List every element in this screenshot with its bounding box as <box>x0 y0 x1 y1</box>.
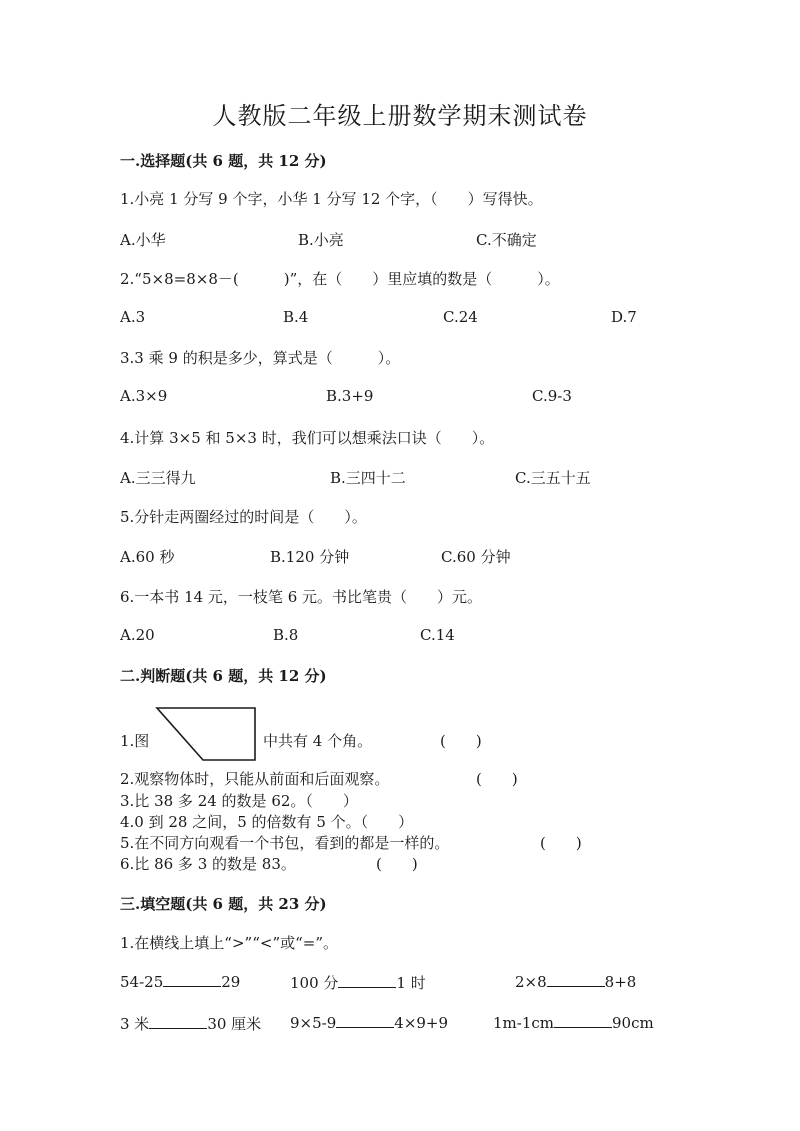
answer-paren: ( ) <box>376 855 418 873</box>
comparison-left: 100 分 <box>290 974 339 992</box>
fill-comparison <box>515 972 636 991</box>
judge-question-4: 4.0 到 28 之间，5 的倍数有 5 个。（ ） <box>120 813 414 831</box>
comparison-right: 90cm <box>612 1014 654 1032</box>
choice-option: B.120 分钟 <box>270 548 350 566</box>
page-title: 人教版二年级上册数学期末测试卷 <box>212 102 588 130</box>
choice-option: C.三五十五 <box>515 469 591 487</box>
fill-comparison <box>493 1013 654 1032</box>
choice-question-5: 5.分针走两圈经过的时间是（ ）。 <box>120 508 367 526</box>
choice-question-1: 1.小亮 1 分写 9 个字，小华 1 分写 12 个字，（ ）写得快。 <box>120 190 543 208</box>
answer-paren: ( ) <box>476 770 518 788</box>
judge-question-1-suffix: 中共有 4 个角。 <box>263 732 373 750</box>
choice-option: A.20 <box>120 626 155 644</box>
comparison-right: 30 厘米 <box>207 1015 262 1033</box>
choice-option: A.小华 <box>120 231 166 249</box>
choice-option: A.3 <box>120 308 146 326</box>
choice-option: B.三四十二 <box>330 469 406 487</box>
comparison-left: 3 米 <box>120 1015 150 1033</box>
answer-blank[interactable] <box>163 972 221 987</box>
choice-option: B.3+9 <box>326 387 374 405</box>
answer-blank[interactable] <box>554 1013 612 1028</box>
comparison-left: 9×5-9 <box>290 1014 337 1032</box>
fill-comparison <box>290 972 426 993</box>
choice-question-3: 3.3 乘 9 的积是多少，算式是（ ）。 <box>120 349 401 367</box>
choice-option: C.60 分钟 <box>441 548 511 566</box>
comparison-right: 8+8 <box>604 973 637 991</box>
judge-question-6: 6.比 86 多 3 的数是 83。 <box>120 855 296 873</box>
answer-blank[interactable] <box>338 973 396 988</box>
choice-option: C.14 <box>420 626 455 644</box>
answer-blank[interactable] <box>149 1014 207 1029</box>
choice-option: B.8 <box>273 626 299 644</box>
judge-question-2: 2.观察物体时，只能从前面和后面观察。 <box>120 770 390 788</box>
trapezoid-figure <box>155 706 259 764</box>
answer-paren: ( ) <box>540 834 582 852</box>
choice-option: B.小亮 <box>298 231 344 249</box>
choice-option: C.9-3 <box>532 387 572 405</box>
choice-option: A.3×9 <box>120 387 168 405</box>
answer-blank[interactable] <box>547 972 605 987</box>
fill-comparison <box>120 1013 261 1034</box>
choice-question-2: 2.“5×8=8×8－( )”，在（ ）里应填的数是（ ）。 <box>120 270 560 288</box>
section-heading-fill: 三.填空题(共 6 题，共 23 分) <box>120 895 327 913</box>
section-heading-choice: 一.选择题(共 6 题，共 12 分) <box>120 152 327 170</box>
answer-blank[interactable] <box>336 1013 394 1028</box>
fill-comparison <box>120 972 240 991</box>
comparison-right: 4×9+9 <box>394 1014 449 1032</box>
comparison-left: 1m-1cm <box>493 1014 555 1032</box>
answer-paren: ( ) <box>440 732 482 750</box>
section-heading-judge: 二.判断题(共 6 题，共 12 分) <box>120 667 327 685</box>
choice-option: B.4 <box>283 308 309 326</box>
choice-option: A.60 秒 <box>120 548 175 566</box>
comparison-left: 54-25 <box>120 973 164 991</box>
fill-question-1: 1.在横线上填上“>”“<”或“=”。 <box>120 934 339 952</box>
choice-option: D.7 <box>611 308 637 326</box>
choice-option: C.不确定 <box>476 231 537 249</box>
fill-comparison <box>290 1013 448 1032</box>
comparison-left: 2×8 <box>515 973 547 991</box>
judge-question-1-prefix: 1.图 <box>120 732 150 750</box>
choice-option: A.三三得九 <box>120 469 196 487</box>
judge-question-3: 3.比 38 多 24 的数是 62。（ ） <box>120 792 358 810</box>
comparison-right: 1 时 <box>396 974 426 992</box>
judge-question-5: 5.在不同方向观看一个书包，看到的都是一样的。 <box>120 834 450 852</box>
choice-question-4: 4.计算 3×5 和 5×3 时，我们可以想乘法口诀（ ）。 <box>120 429 495 447</box>
comparison-right: 29 <box>221 973 241 991</box>
choice-question-6: 6.一本书 14 元，一枝笔 6 元。书比笔贵（ ）元。 <box>120 588 483 606</box>
choice-option: C.24 <box>443 308 478 326</box>
